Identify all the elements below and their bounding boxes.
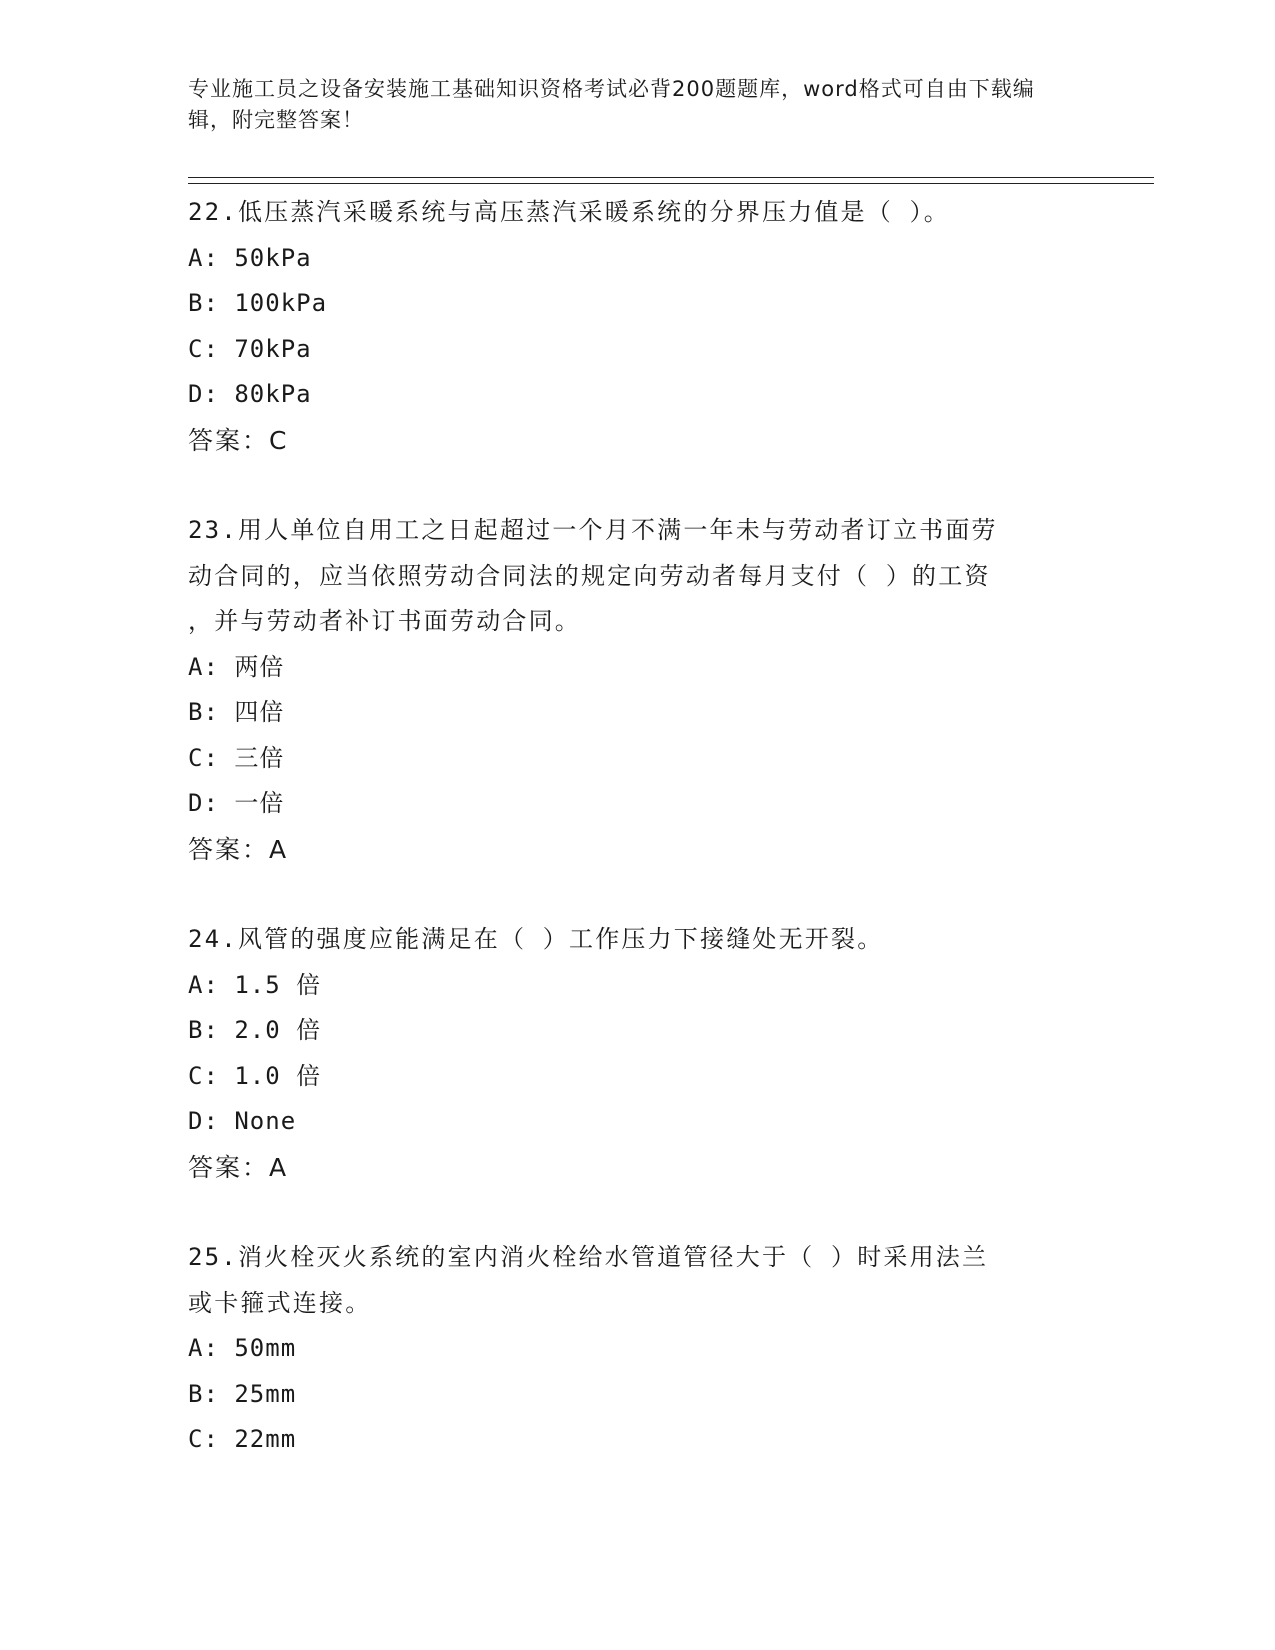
question-24-text: 24.风管的强度应能满足在（ ）工作压力下接缝处无开裂。	[188, 925, 884, 953]
question-22	[188, 190, 1088, 463]
question-24-option-b: B: 2.0 倍	[188, 1016, 322, 1044]
question-25-option-b: B: 25mm	[188, 1379, 297, 1408]
question-25-option-a: A: 50mm	[188, 1334, 297, 1362]
question-22-option-d: D: 80kPa	[188, 380, 312, 408]
question-24-option-c: C: 1.0 倍	[188, 1061, 322, 1090]
question-23-option-b: B: 四倍	[188, 698, 285, 726]
question-23	[188, 508, 1088, 872]
question-22-text: 22.低压蒸汽采暖系统与高压蒸汽采暖系统的分界压力值是（ ）。	[188, 198, 950, 226]
question-25-option-c: C: 22mm	[188, 1425, 297, 1453]
question-spacer	[188, 1190, 1088, 1235]
question-spacer	[188, 463, 1088, 508]
question-25-text-line-2: 或卡箍式连接。	[188, 1288, 372, 1317]
question-22-option-b: B: 100kPa	[188, 289, 328, 317]
question-22-option-a: A: 50kPa	[188, 243, 312, 272]
header-text: 专业施工员之设备安装施工基础知识资格考试必背200题题库，word格式可自由下载编辑，附完整答案！	[188, 77, 1035, 132]
question-22-answer: 答案：C	[188, 425, 289, 455]
question-24	[188, 917, 1088, 1190]
question-spacer	[188, 872, 1088, 917]
question-23-text-line-3: ，并与劳动者补订书面劳动合同。	[188, 607, 581, 635]
question-22-option-c: C: 70kPa	[188, 334, 312, 363]
question-list	[188, 190, 1088, 1463]
question-25	[188, 1235, 1088, 1463]
question-23-option-c: C: 三倍	[188, 743, 285, 772]
question-23-answer: 答案：A	[188, 834, 289, 864]
header-divider-top	[188, 177, 1154, 178]
question-24-option-a: A: 1.5 倍	[188, 970, 322, 999]
header-divider-bottom	[188, 183, 1154, 184]
question-24-option-d: D: None	[188, 1107, 297, 1135]
question-25-text-line-1: 25.消火栓灭火系统的室内消火栓给水管道管径大于（ ）时采用法兰	[188, 1243, 989, 1271]
document-header	[188, 74, 1068, 136]
question-23-option-d: D: 一倍	[188, 789, 285, 817]
question-23-text-line-1: 23.用人单位自用工之日起超过一个月不满一年未与劳动者订立书面劳	[188, 516, 998, 544]
question-23-text-line-2: 动合同的，应当依照劳动合同法的规定向劳动者每月支付（ ）的工资	[188, 561, 991, 590]
question-23-option-a: A: 两倍	[188, 652, 285, 681]
question-24-answer: 答案：A	[188, 1152, 289, 1182]
